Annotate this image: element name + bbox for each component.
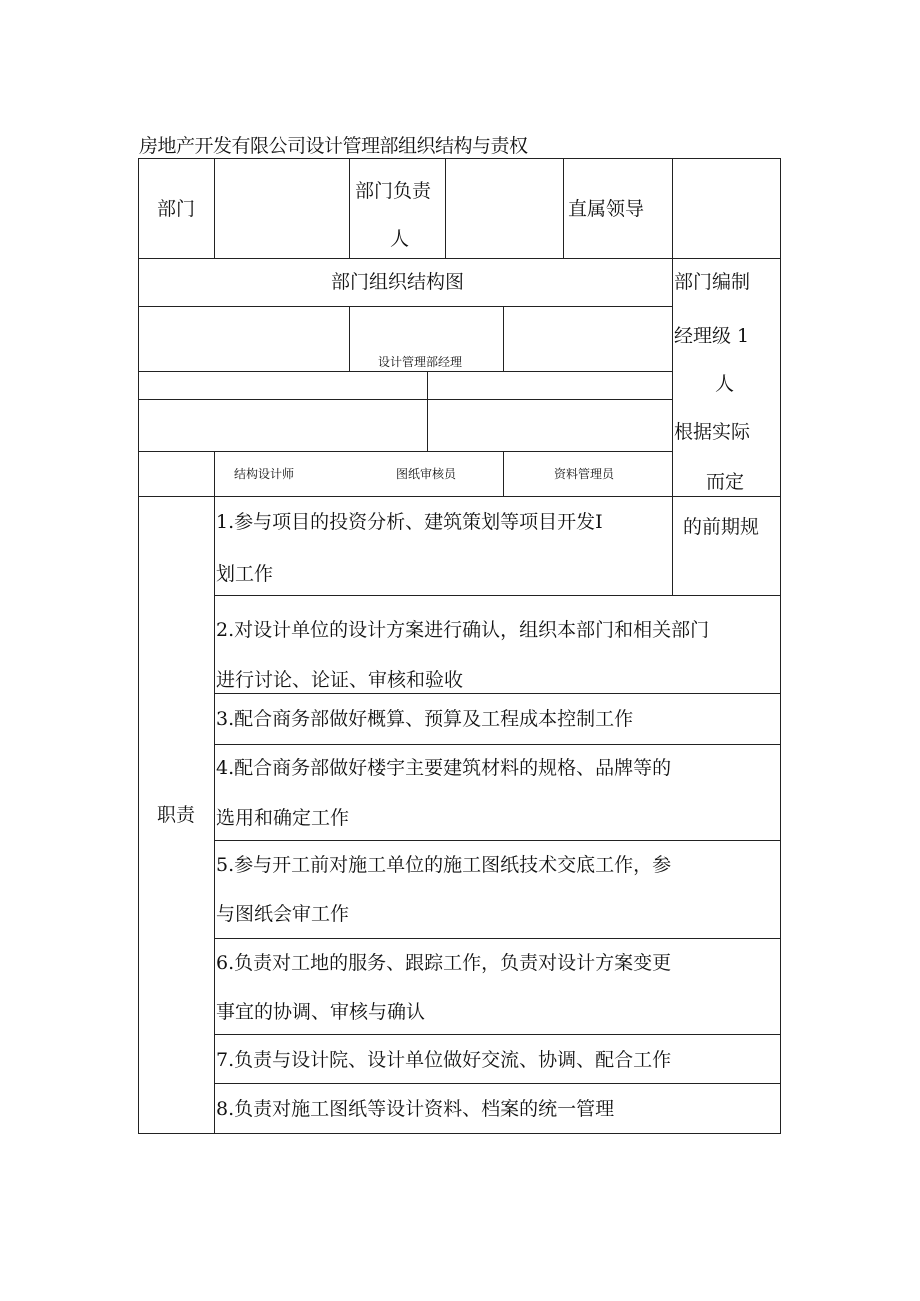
duty-7-line1: 7.负责与设计院、设计单位做好交流、协调、配合工作 xyxy=(216,1049,672,1071)
direct-leader-label: 直属领导 xyxy=(568,198,645,220)
duty-6-line2: 事宜的协调、审核与确认 xyxy=(216,1001,426,1023)
duty-1-line2: 划工作 xyxy=(216,563,274,585)
org-chart-title: 部门组织结构图 xyxy=(331,271,465,293)
dept-label: 部门 xyxy=(157,198,196,220)
duties-label: 职责 xyxy=(157,804,196,826)
duty-1-side-text: 的前期规 xyxy=(683,516,760,538)
dept-head-label-line1: 部门负责 xyxy=(355,180,432,202)
dept-head-label-line2: 人 xyxy=(390,228,410,250)
staffing-other-line2: 而定 xyxy=(706,471,745,493)
duty-6-line1: 6.负责对工地的服务、跟踪工作，负责对设计方案变更 xyxy=(216,952,672,974)
org-staff-structural-designer: 结构设计师 xyxy=(234,467,295,481)
duty-2-line2: 进行讨论、论证、审核和验收 xyxy=(216,669,464,691)
duty-3-line1: 3.配合商务部做好概算、预算及工程成本控制工作 xyxy=(216,708,634,730)
staffing-other-line1: 根据实际 xyxy=(674,421,751,443)
staffing-label: 部门编制 xyxy=(674,271,751,293)
org-staff-document-manager: 资料管理员 xyxy=(554,467,615,481)
org-manager-box: 设计管理部经理 xyxy=(378,355,463,369)
document-title: 房地产开发有限公司设计管理部组织结构与责权 xyxy=(139,135,528,157)
duty-5-line2: 与图纸会审工作 xyxy=(216,903,350,925)
staffing-manager-line2: 人 xyxy=(715,373,735,395)
org-staff-drawing-reviewer: 图纸审核员 xyxy=(396,467,457,481)
duty-4-line1: 4.配合商务部做好楼宇主要建筑材料的规格、品牌等的 xyxy=(216,757,672,779)
duty-1-line1: 1.参与项目的投资分析、建筑策划等项目开发I xyxy=(216,511,603,533)
duty-2-line1: 2.对设计单位的设计方案进行确认，组织本部门和相关部门 xyxy=(216,619,710,641)
duty-4-line2: 选用和确定工作 xyxy=(216,807,350,829)
duty-8-line1: 8.负责对施工图纸等设计资料、档案的统一管理 xyxy=(216,1098,615,1120)
staffing-manager-line1: 经理级 1 xyxy=(674,325,750,347)
duty-5-line1: 5.参与开工前对施工单位的施工图纸技术交底工作，参 xyxy=(216,854,672,876)
